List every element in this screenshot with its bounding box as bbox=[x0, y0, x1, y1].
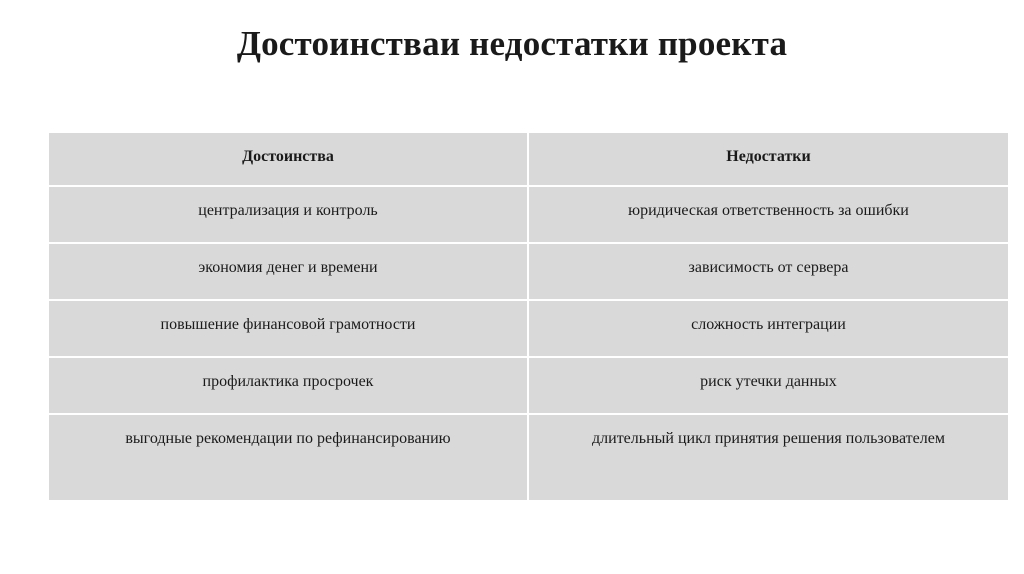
cons-cell: сложность интеграции bbox=[528, 300, 1008, 357]
table-row bbox=[49, 243, 1008, 300]
table-row bbox=[49, 414, 1008, 500]
pros-cell: экономия денег и времени bbox=[49, 243, 528, 300]
page-title: Достоинстваи недостатки проекта bbox=[236, 24, 788, 63]
pros-cons-table bbox=[49, 133, 1008, 500]
pros-cell: профилактика просрочек bbox=[49, 357, 528, 414]
table-row bbox=[49, 300, 1008, 357]
pros-cell: выгодные рекомендации по рефинансированию bbox=[49, 414, 528, 500]
table-row bbox=[49, 357, 1008, 414]
cons-cell: риск утечки данных bbox=[528, 357, 1008, 414]
cons-cell: зависимость от сервера bbox=[528, 243, 1008, 300]
column-header-cons: Недостатки bbox=[528, 133, 1008, 186]
table-row bbox=[49, 186, 1008, 243]
table-header-row bbox=[49, 133, 1008, 186]
cons-cell: длительный цикл принятия решения пользователем bbox=[592, 430, 945, 447]
pros-cell: централизация и контроль bbox=[49, 186, 528, 243]
cons-cell: юридическая ответственность за ошибки bbox=[528, 186, 1008, 243]
pros-cell: повышение финансовой грамотности bbox=[49, 300, 528, 357]
column-header-pros: Достоинства bbox=[49, 133, 528, 186]
